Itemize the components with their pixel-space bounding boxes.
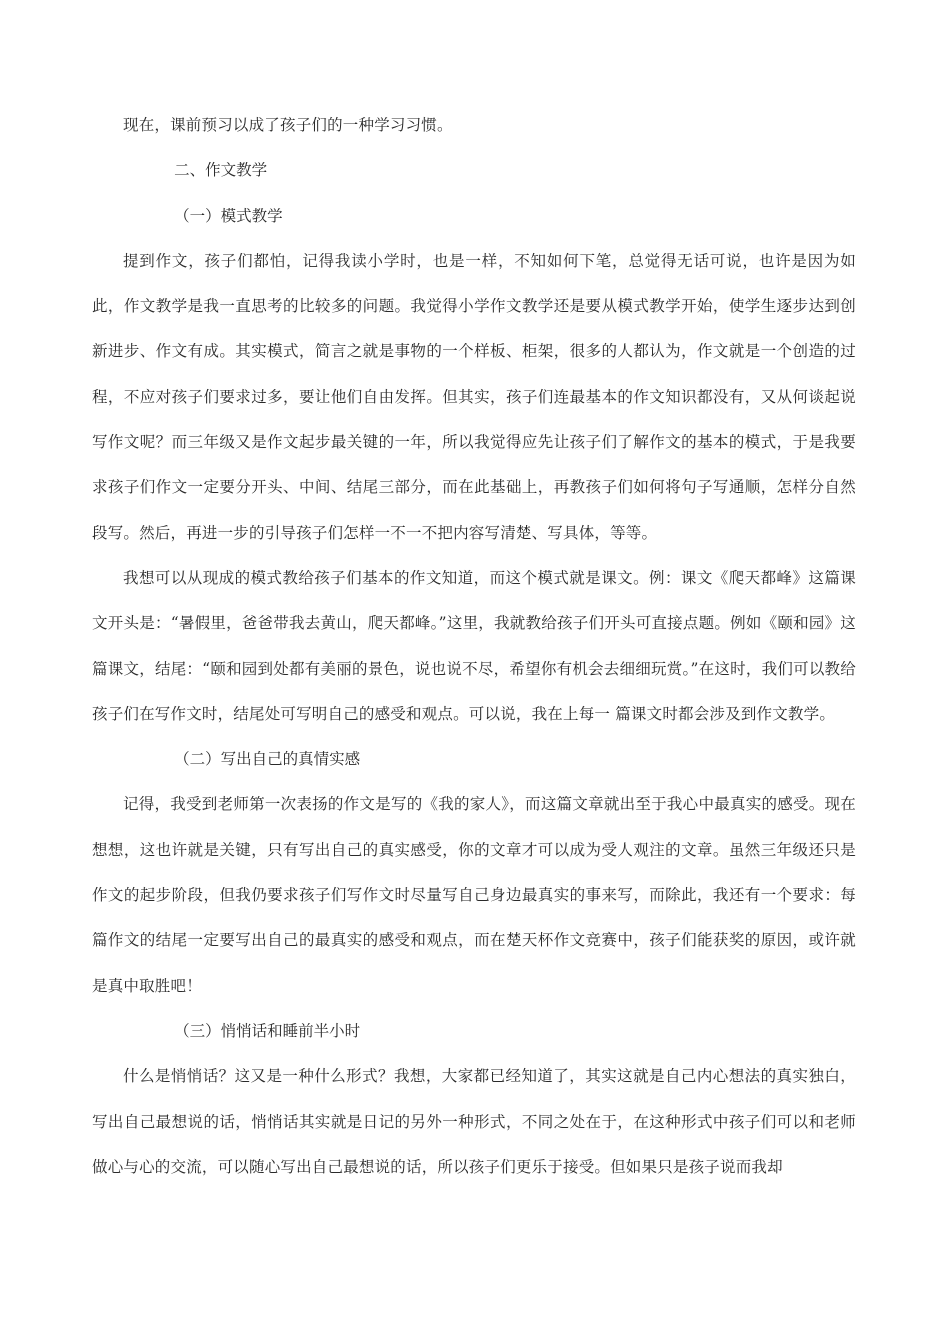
paragraph-whispers: 什么是悄悄话？这又是一种什么形式？我想，大家都已经知道了，其实这就是自己内心想法的真实独白，写出自己最想说的话，悄悄话其实就是日记的另外一种形式，不同之处在于，在这种形式中孩子们可以和老师做心与心的交流，可以随心写出自己最想说的话，所以孩子们更乐于接受。但如果只是孩子说而我却 bbox=[92, 1067, 856, 1176]
subheading-whispers: （三）悄悄话和睡前半小时 bbox=[174, 1021, 361, 1040]
paragraph-preview-habit: 现在，课前预习以成了孩子们的一种学习习惯。 bbox=[123, 116, 453, 134]
document-page bbox=[92, 103, 856, 1190]
section-heading-composition: 二、作文教学 bbox=[174, 161, 268, 180]
paragraph-true-feelings: 记得，我受到老师第一次表扬的作文是写的《我的家人》，而这篇文章就出至于我心中最真实的感受。现在想想，这也许就是关键，只有写出自己的真实感受，你的文章才可以成为受人观注的文章。虽然三年级还只是作文的起步阶段，但我仍要求孩子们写作文时尽量写自己身边最真实的事来写，而除此，我还有一个要求：每篇作文的结尾一定要写出自己的最真实的感受和观点，而在楚天杯作文竞赛中，孩子们能获奖的原因，或许就是真中取胜吧！ bbox=[92, 795, 856, 995]
paragraph-textbook-model: 我想可以从现成的模式教给孩子们基本的作文知道，而这个模式就是课文。例：课文《爬天都峰》这篇课文开头是：“暑假里，爸爸带我去黄山，爬天都峰。”这里，我就教给孩子们开头可直接点题。例如《颐和园》这篇课文，结尾：“颐和园到处都有美丽的景色，说也说不尽，希望你有机会去细细玩赏。”在这时，我们可以教给孩子们在写作文时，结尾处可写明自己的感受和观点。可以说，我在上每一 篇课文时都会涉及到作文教学。 bbox=[92, 568, 856, 723]
subheading-true-feelings: （二）写出自己的真情实感 bbox=[174, 750, 361, 769]
paragraph-model-teaching: 提到作文，孩子们都怕，记得我读小学时，也是一样，不知如何下笔，总觉得无话可说，也许是因为如此，作文教学是我一直思考的比较多的问题。我觉得小学作文教学还是要从模式教学开始，使学生逐步达到创新进步、作文有成。其实模式，简言之就是事物的一个样板、柜架，很多的人都认为，作文就是一个创造的过程，不应对孩子们要求过多，要让他们自由发挥。但其实，孩子们连最基本的作文知识都没有，又从何谈起说写作文呢？而三年级又是作文起步最关键的一年，所以我觉得应先让孩子们了解作文的基本的模式，于是我要求孩子们作文一定要分开头、中间、结尾三部分，而在此基础上，再教孩子们如何将句子写通顺，怎样分自然段写。然后，再进一步的引导孩子们怎样一不一不把内容写清楚、写具体，等等。 bbox=[92, 251, 856, 542]
subheading-model-teaching: （一）模式教学 bbox=[174, 206, 283, 225]
